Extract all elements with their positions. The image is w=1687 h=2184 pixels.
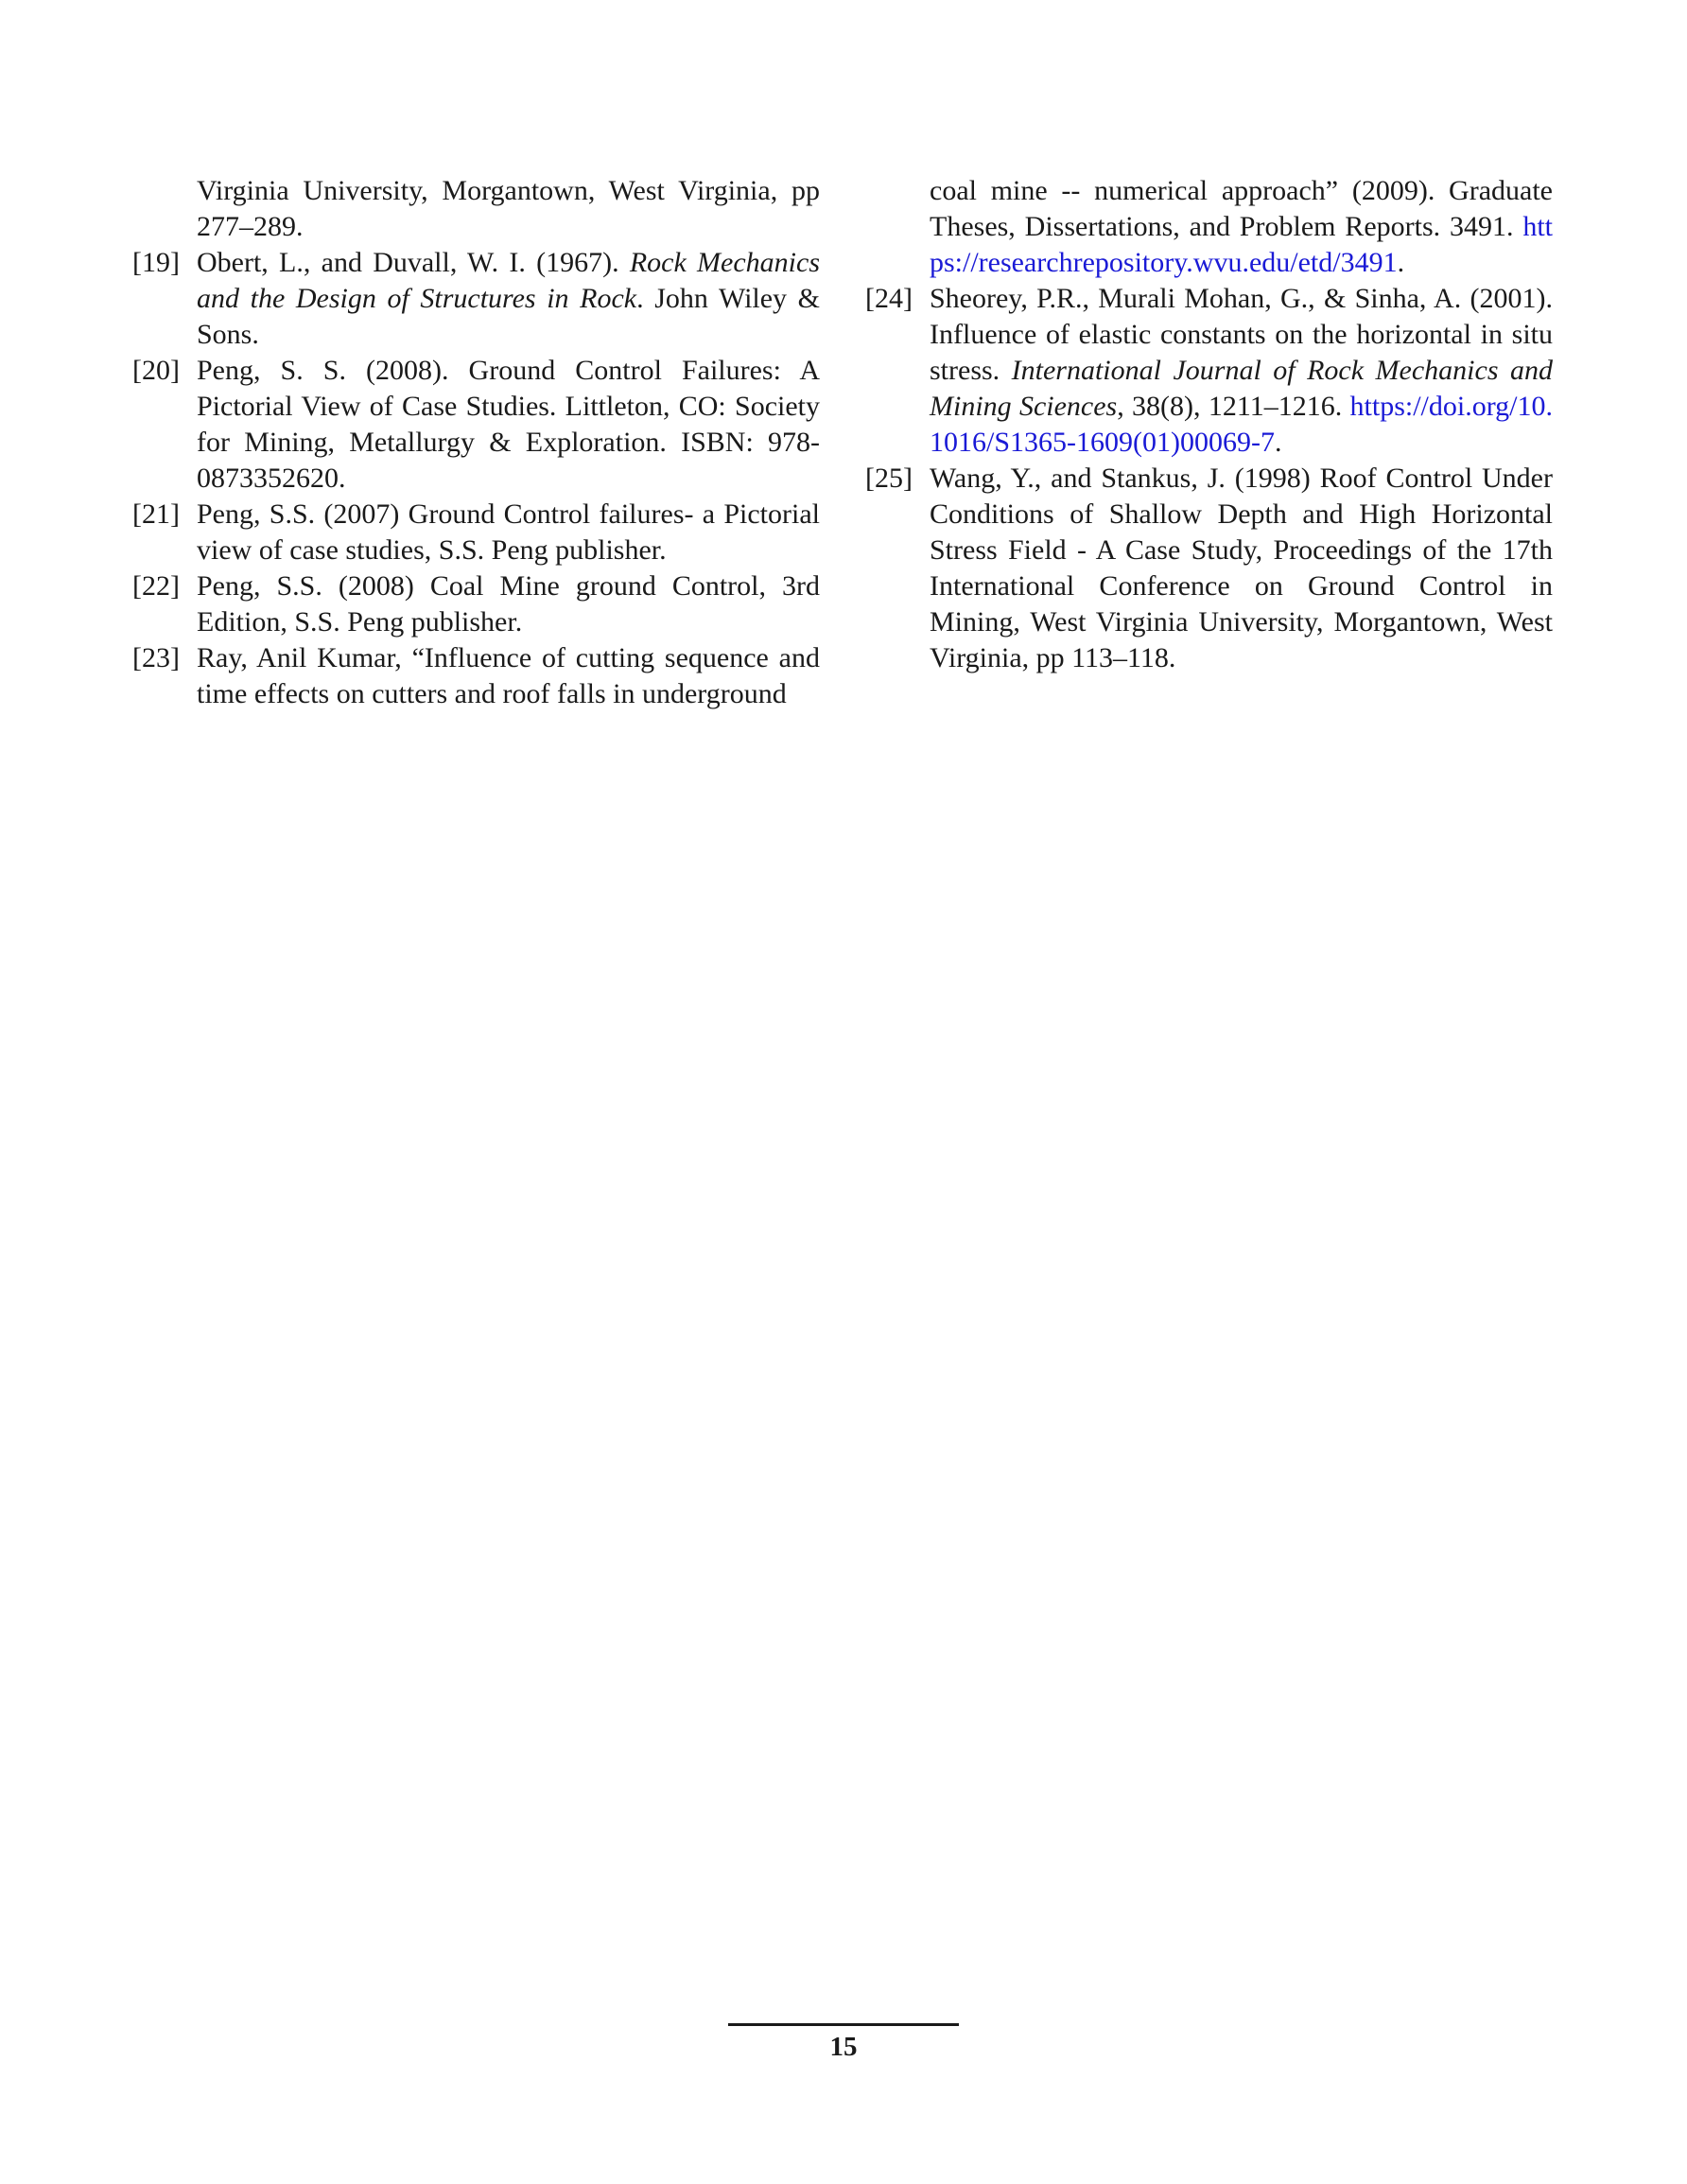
- reference-text-segment: Peng, S.S. (2008) Coal Mine ground Control, 3rd Edition, S.S. Peng publisher.: [197, 570, 820, 638]
- footer-rule: [728, 2023, 959, 2026]
- reference-number: [20]: [132, 355, 180, 386]
- reference-continuation: [865, 173, 1553, 281]
- reference-text-segment: . John Wiley & Sons.: [197, 283, 820, 350]
- reference-column-left: [132, 173, 820, 712]
- reference-text-segment: Obert, L., and Duvall, W. I. (1967).: [197, 247, 630, 278]
- reference-text-segment: Ray, Anil Kumar, “Influence of cutting sequence and time effects on cutters and roof falls in underground: [197, 642, 820, 709]
- reference-number: [24]: [865, 283, 913, 314]
- reference-text: [930, 175, 1553, 278]
- reference-text-segment: coal mine -- numerical approach” (2009). Graduate Theses, Dissertations, and Problem Reports. 3491.: [930, 175, 1553, 242]
- reference-column-right: [865, 173, 1553, 676]
- reference-item-24: [865, 281, 1553, 461]
- reference-title-italic: Rock Mechanics and the Design of Structures in Rock: [197, 247, 820, 314]
- reference-text-segment: Wang, Y., and Stankus, J. (1998) Roof Control Under Conditions of Shallow Depth and High Horizontal Stress Field - A Case Study, Proceedings of the 17th International Conference on Ground Control in Mining, West Virginia University, Morgantown, West Virginia, pp 113–118.: [930, 463, 1553, 673]
- reference-number: [22]: [132, 570, 180, 602]
- reference-number: [19]: [132, 247, 180, 278]
- reference-text-segment: Peng, S.S. (2007) Ground Control failures- a Pictorial view of case studies, S.S. Peng publisher.: [197, 498, 820, 566]
- reference-text: [197, 247, 820, 350]
- reference-journal-italic: International Journal of Rock Mechanics and Mining Sciences: [930, 355, 1553, 422]
- reference-text: [197, 498, 820, 566]
- reference-item-21: [132, 497, 820, 568]
- reference-text-segment: Sheorey, P.R., Murali Mohan, G., & Sinha, A. (2001). Influence of elastic constants on the horizontal in situ stress.: [930, 283, 1553, 386]
- reference-text: [930, 463, 1553, 673]
- reference-link[interactable]: https://researchrepository.wvu.edu/etd/3491: [930, 211, 1553, 278]
- reference-text-segment: .: [1397, 247, 1405, 278]
- reference-item-25: [865, 461, 1553, 676]
- reference-text: [930, 283, 1553, 458]
- reference-number: [25]: [865, 463, 913, 494]
- reference-item-20: [132, 353, 820, 497]
- reference-item-19: [132, 245, 820, 353]
- reference-item-22: [132, 568, 820, 640]
- reference-doi-link[interactable]: https://doi.org/10.1016/S1365-1609(01)00069-7: [930, 391, 1553, 458]
- reference-text-segment: , 38(8), 1211–1216.: [1117, 391, 1350, 422]
- reference-text-segment: Peng, S. S. (2008). Ground Control Failures: A Pictorial View of Case Studies. Littleton, CO: Society for Mining, Metallurgy & Exploration. ISBN: 978-0873352620.: [197, 355, 820, 494]
- reference-number: [21]: [132, 498, 180, 530]
- reference-continuation: [132, 173, 820, 245]
- reference-text: [197, 570, 820, 638]
- page-number: 15: [829, 2032, 858, 2062]
- reference-text-segment: .: [1274, 427, 1282, 458]
- reference-text: [197, 642, 820, 709]
- reference-text: [197, 355, 820, 494]
- reference-text: [197, 175, 820, 242]
- reference-text-segment: Virginia University, Morgantown, West Virginia, pp 277–289.: [197, 175, 820, 242]
- reference-item-23: [132, 640, 820, 712]
- reference-number: [23]: [132, 642, 180, 673]
